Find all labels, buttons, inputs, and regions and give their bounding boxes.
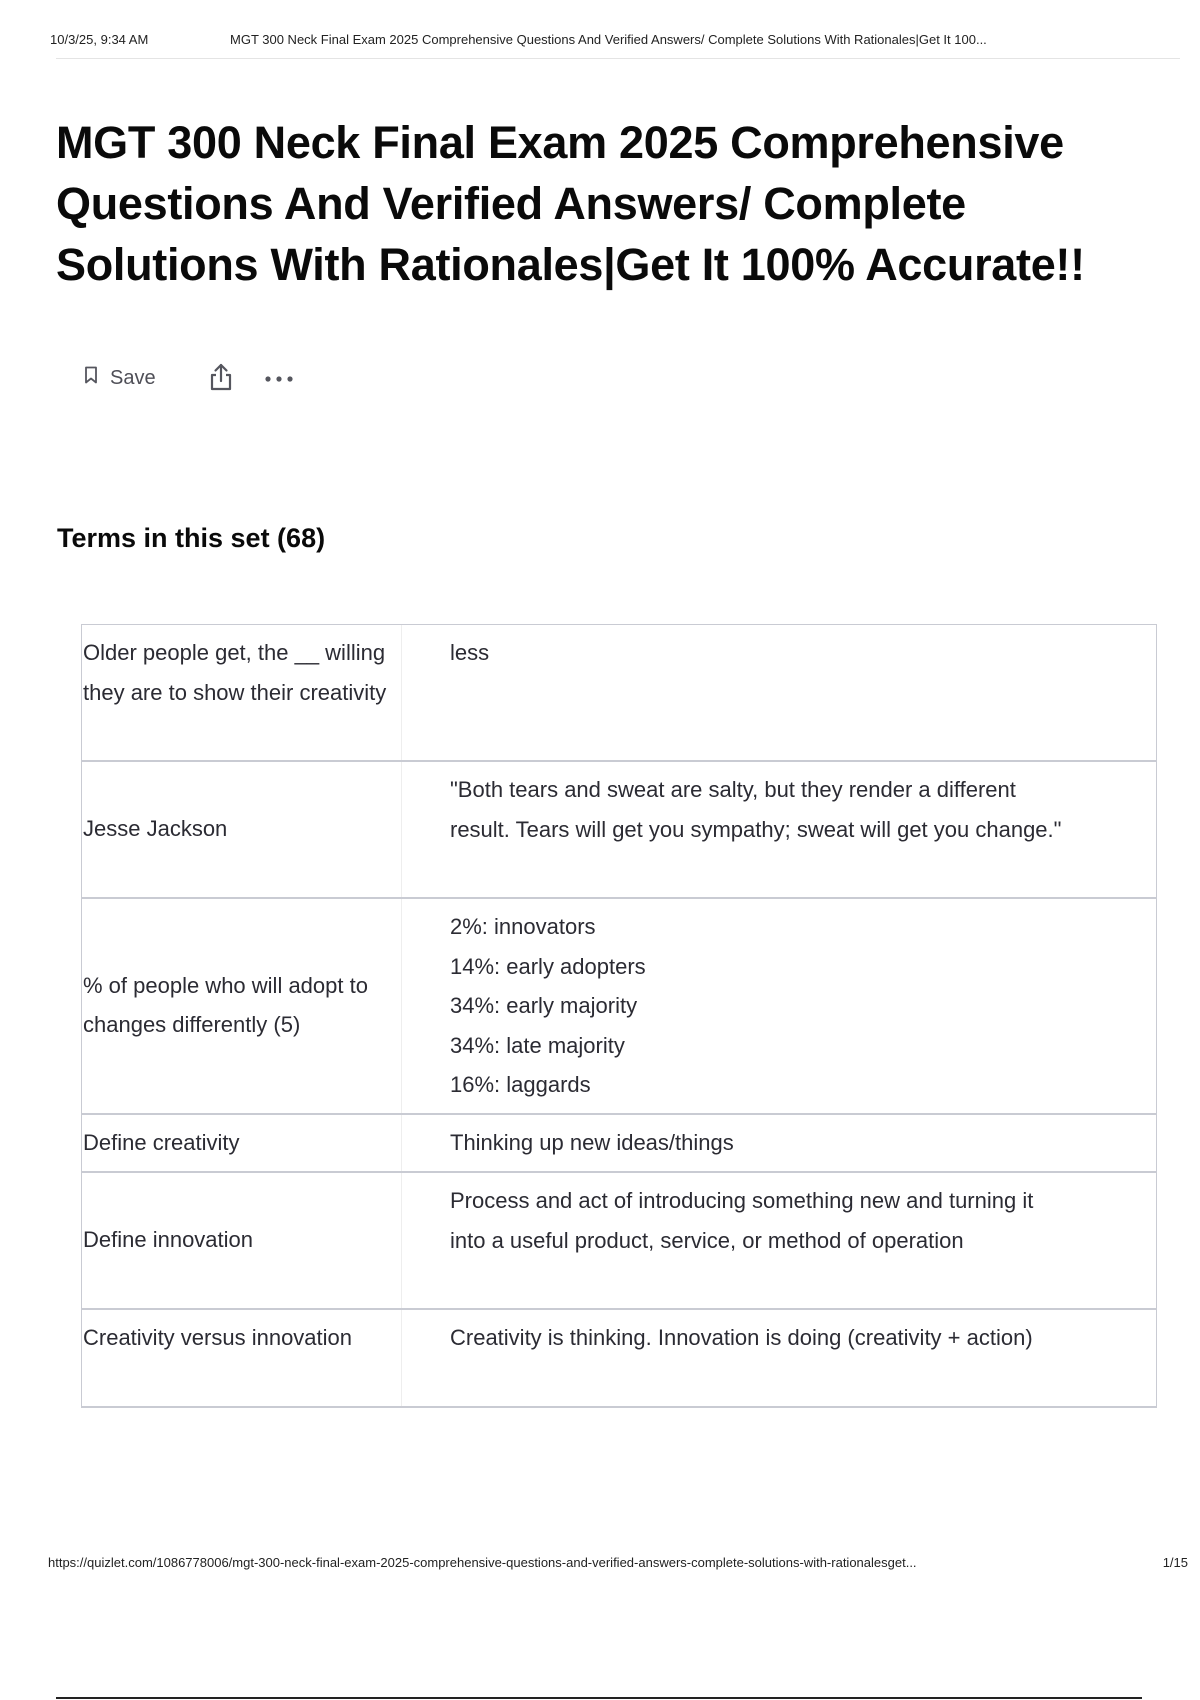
terms-heading: Terms in this set (68) [57, 523, 326, 553]
definition-text: Thinking up new ideas/things [450, 1130, 734, 1155]
page-bottom-rule [56, 1697, 1142, 1699]
term-row [82, 1173, 1156, 1310]
print-datetime: 10/3/25, 9:34 AM [50, 32, 149, 47]
definition-text: less [450, 640, 490, 665]
print-url: https://quizlet.com/1086778006/mgt-300-neck-final-exam-2025-comprehensive-questions-and-verified-answers-complete-solutions-with-rationalesget... [48, 1555, 917, 1570]
term-row [82, 1115, 1156, 1173]
term-row [82, 1310, 1156, 1408]
definition-text: Process and act of introducing something new and turning it into a useful product, service, or method of operation [450, 1188, 1034, 1253]
term-row [82, 899, 1156, 1115]
term-text: Define creativity [82, 1115, 402, 1171]
action-bar [84, 360, 294, 396]
print-header [50, 32, 1180, 54]
term-text: Jesse Jackson [82, 762, 402, 897]
term-text: Older people get, the __ willing they are to show their creativity [82, 625, 402, 760]
term-text: Creativity versus innovation [82, 1310, 402, 1406]
term-row [82, 625, 1156, 762]
terms-table [81, 624, 1157, 1408]
print-doc-title: MGT 300 Neck Final Exam 2025 Comprehensive Questions And Verified Answers/ Complete Solutions With Rationales|Get It 100... [230, 32, 987, 47]
share-button[interactable] [208, 362, 234, 395]
definition-text: "Both tears and sweat are salty, but they render a different result. Tears will get you sympathy; sweat will get you change." [450, 777, 1062, 842]
more-options-icon [264, 371, 294, 386]
share-icon [208, 362, 234, 395]
page-title: MGT 300 Neck Final Exam 2025 Comprehensive Questions And Verified Answers/ Complete Solutions With Rationales|Get It 100% Accurate!! [56, 117, 1085, 290]
save-label: Save [110, 366, 156, 389]
definition-text: 2%: innovators 14%: early adopters 34%: early majority 34%: late majority 16%: laggards [450, 914, 646, 1097]
term-row [82, 762, 1156, 899]
term-text: % of people who will adopt to changes differently (5) [82, 899, 402, 1113]
page-number: 1/15 [1162, 1555, 1188, 1570]
print-footer [48, 1555, 1188, 1575]
bookmark-icon [84, 366, 98, 390]
save-button[interactable] [84, 366, 156, 390]
more-options-button[interactable] [264, 371, 294, 386]
term-text: Define innovation [82, 1173, 402, 1308]
definition-text: Creativity is thinking. Innovation is doing (creativity + action) [450, 1325, 1033, 1350]
header-divider [56, 58, 1180, 59]
